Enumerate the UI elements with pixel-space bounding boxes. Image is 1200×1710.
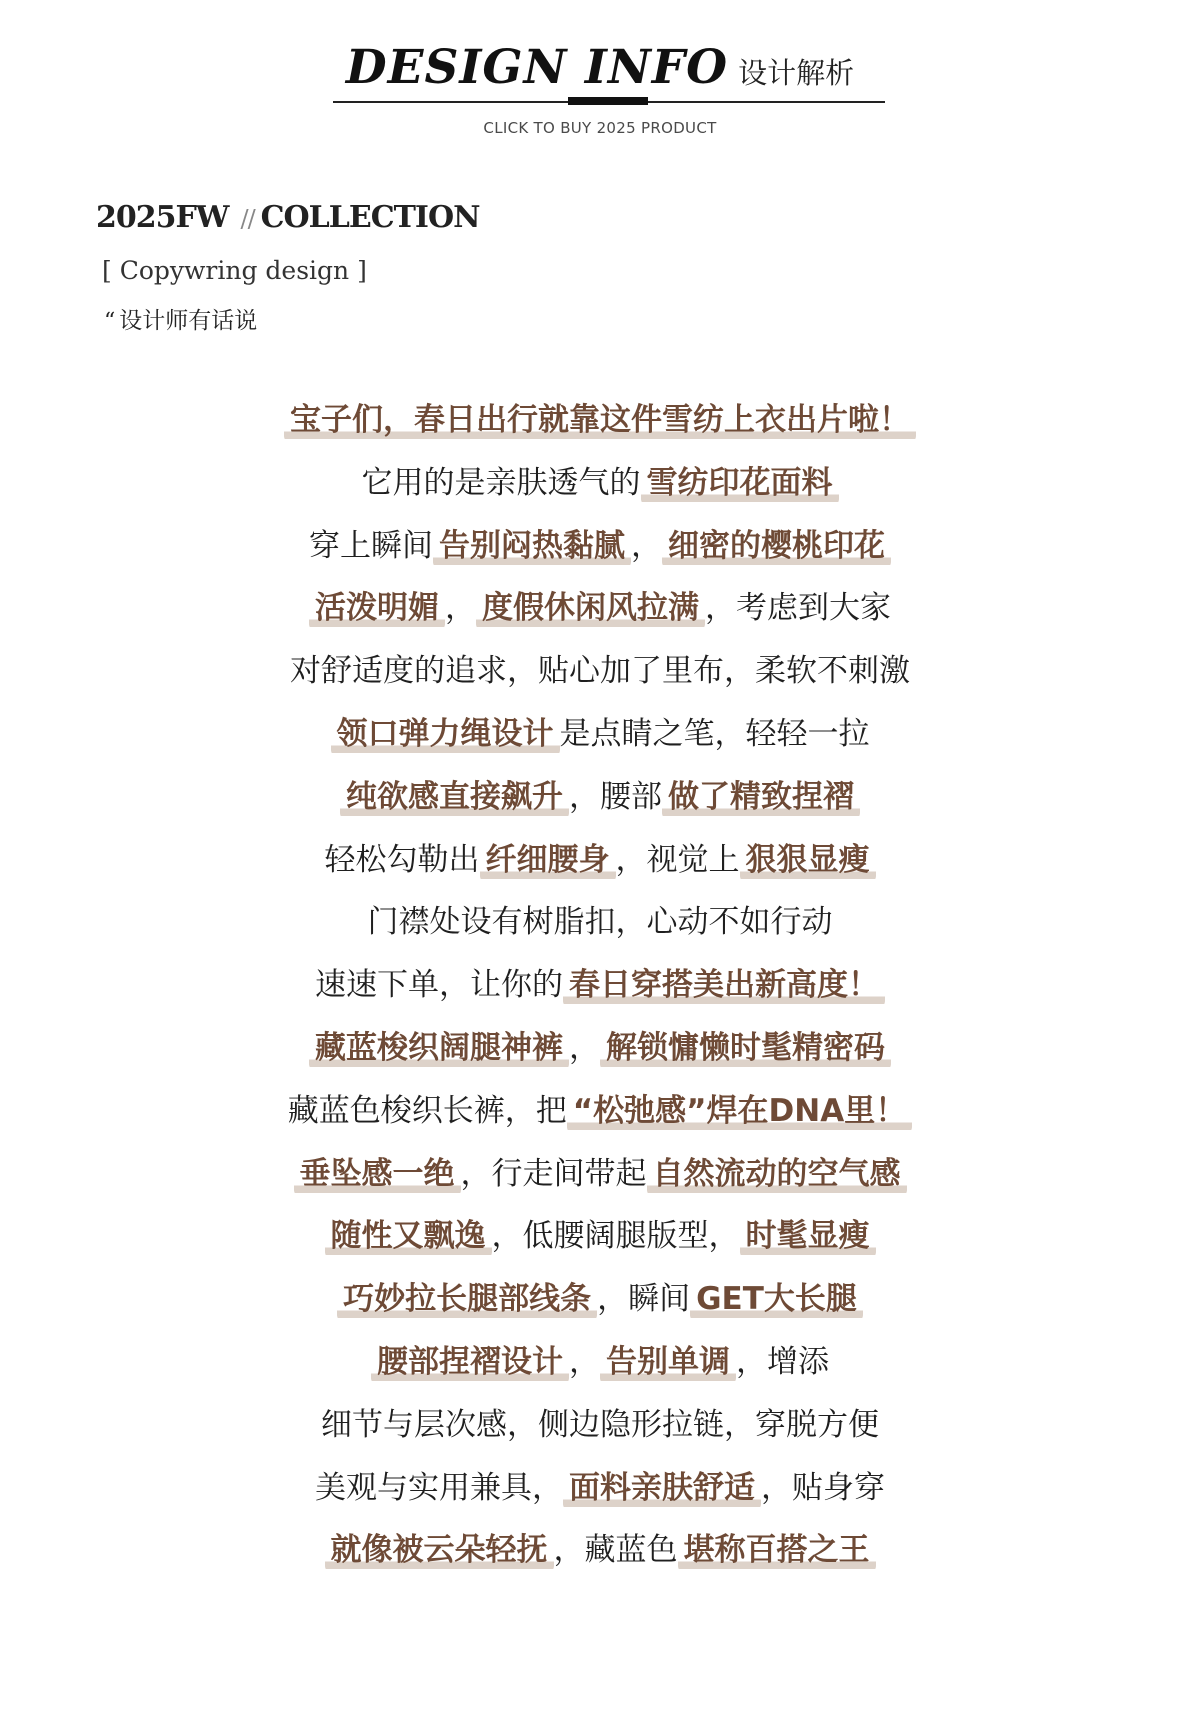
highlighted-phrase: 巧妙拉长腿部线条 [337, 1281, 597, 1321]
highlighted-phrase: 垂坠感一绝 [294, 1156, 461, 1196]
plain-text: 轻松勾勒出 [324, 841, 480, 878]
designer-says-heading [104, 302, 257, 335]
description-line [0, 703, 1200, 766]
plain-text: ， [631, 527, 662, 564]
collection-season: 2025FW [96, 200, 229, 235]
description-line [0, 640, 1200, 703]
quote-mark: “ [104, 309, 116, 334]
description-line [0, 452, 1200, 515]
plain-text: ，藏蓝色 [553, 1532, 678, 1569]
plain-text: 穿上瞬间 [309, 527, 433, 564]
design-info-header [0, 0, 1200, 150]
highlighted-phrase: GET大长腿 [690, 1281, 863, 1321]
collection-heading [96, 200, 480, 235]
plain-text: ， [569, 1343, 600, 1380]
buy-product-link[interactable]: CLICK TO BUY 2025 PRODUCT [483, 119, 717, 137]
plain-text: 美观与实用兼具， [315, 1469, 563, 1506]
designer-says-text: 设计师有话说 [119, 308, 258, 334]
highlighted-phrase: 腰部捏褶设计 [371, 1344, 569, 1384]
title-row [0, 40, 1200, 95]
description-line [0, 954, 1200, 1017]
plain-text: ，贴身穿 [761, 1469, 885, 1506]
highlighted-phrase: 纯欲感直接飙升 [340, 779, 569, 819]
plain-text: 是点睛之笔，轻轻一拉 [559, 715, 870, 752]
description-line [0, 1143, 1200, 1206]
description-line [0, 1457, 1200, 1520]
section-title-cn: 设计解析 [738, 56, 855, 90]
collection-separator: // [240, 205, 255, 233]
description-line [0, 577, 1200, 640]
description-line [0, 1519, 1200, 1582]
description-line [0, 1394, 1200, 1457]
title-divider-accent [568, 97, 648, 105]
plain-text: ，腰部 [569, 778, 662, 815]
plain-text: ， [445, 590, 476, 627]
highlighted-phrase: 堪称百搭之王 [678, 1532, 876, 1572]
plain-text: 它用的是亲肤透气的 [361, 464, 641, 501]
plain-text: 细节与层次感，侧边隐形拉链，穿脱方便 [321, 1406, 879, 1443]
description-line [0, 891, 1200, 954]
highlighted-phrase: 面料亲肤舒适 [563, 1470, 761, 1510]
highlighted-phrase: 细密的樱桃印花 [662, 528, 891, 568]
highlighted-phrase: 春日穿搭美出新高度！ [563, 967, 885, 1007]
description-line [0, 389, 1200, 452]
highlighted-phrase: 宝子们，春日出行就靠这件雪纺上衣出片啦！ [284, 402, 916, 442]
highlighted-phrase: 藏蓝梭织阔腿神裤 [309, 1030, 569, 1070]
plain-text: ，瞬间 [597, 1281, 691, 1318]
highlighted-phrase: 活泼明媚 [309, 590, 445, 630]
section-title: DESIGN INFO [345, 40, 729, 95]
highlighted-phrase: 告别单调 [600, 1344, 736, 1384]
plain-text: 藏蓝色梭织长裤，把 [287, 1092, 567, 1129]
description-line [0, 1331, 1200, 1394]
description-line [0, 515, 1200, 578]
plain-text: 对舒适度的追求，贴心加了里布，柔软不刺激 [290, 653, 910, 690]
highlighted-phrase: 随性又飘逸 [325, 1218, 492, 1258]
plain-text: ，视觉上 [615, 841, 740, 878]
highlighted-phrase: 解锁慵懒时髦精密码 [600, 1030, 891, 1070]
highlighted-phrase: 纤细腰身 [480, 842, 616, 882]
plain-text: ，行走间带起 [460, 1155, 647, 1192]
plain-text: ， [569, 1029, 600, 1066]
description-line [0, 1205, 1200, 1268]
description-line [0, 1080, 1200, 1143]
highlighted-phrase: 雪纺印花面料 [641, 465, 839, 505]
description-line [0, 829, 1200, 892]
highlighted-phrase: 时髦显瘦 [740, 1218, 876, 1258]
copywriting-label: [ Copywring design ] [102, 256, 367, 285]
highlighted-phrase: 度假休闲风拉满 [476, 590, 705, 630]
highlighted-phrase: 做了精致捏褶 [662, 779, 860, 819]
plain-text: ，低腰阔腿版型， [491, 1218, 740, 1255]
highlighted-phrase: 领口弹力绳设计 [331, 716, 560, 756]
description-line [0, 766, 1200, 829]
highlighted-phrase: “松弛感”焊在DNA里！ [567, 1093, 912, 1133]
highlighted-phrase: 狠狠显瘦 [740, 842, 876, 882]
plain-text: 速速下单，让你的 [315, 967, 563, 1004]
description-line [0, 1017, 1200, 1080]
description-line [0, 1268, 1200, 1331]
highlighted-phrase: 就像被云朵轻抚 [325, 1532, 554, 1572]
highlighted-phrase: 自然流动的空气感 [647, 1156, 907, 1196]
plain-text: ，增添 [736, 1343, 829, 1380]
plain-text: 门襟处设有树脂扣，心动不如行动 [367, 904, 833, 941]
plain-text: ，考虑到大家 [705, 590, 891, 627]
collection-name: COLLECTION [260, 200, 480, 235]
highlighted-phrase: 告别闷热黏腻 [433, 528, 631, 568]
designer-description [0, 389, 1200, 1582]
